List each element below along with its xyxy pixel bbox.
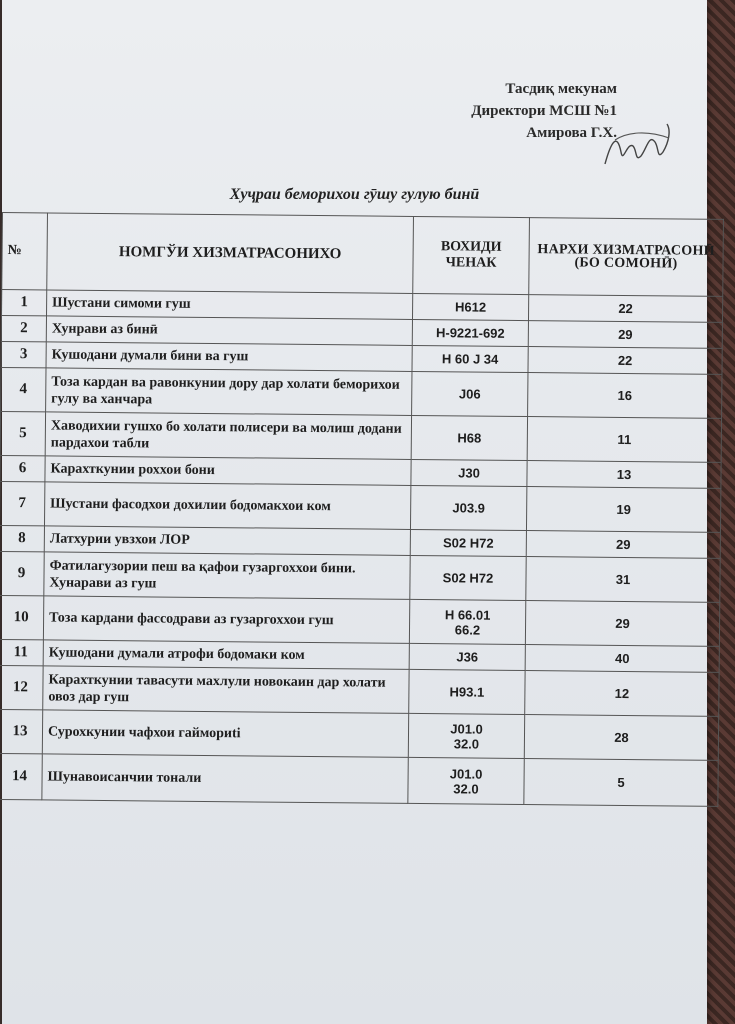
unit-code-line: J01.0 [450,720,483,737]
service-name: Шустани фасодхои дохилии бодомакхои ком [44,482,410,530]
row-number: 11 [0,639,43,665]
table-row [0,709,719,760]
document-page [2,0,715,1024]
service-price: 31 [526,557,720,603]
service-name: Шустани симоми гуш [47,290,413,320]
unit-code-line: Н68 [457,430,482,446]
unit-code [410,529,526,556]
approval-block [471,78,617,144]
unit-code-line: J06 [458,386,481,402]
unit-code [412,345,528,372]
unit-code-line: 32.0 [453,780,479,797]
service-price: 16 [528,373,722,419]
table-row [0,665,719,716]
row-number: 4 [1,367,46,411]
unit-code-line: S02 H72 [442,535,494,551]
row-number: 5 [0,411,45,455]
unit-code-line: 66.2 [454,621,481,638]
unit-code-line: S02 H72 [442,570,494,586]
service-name: Тоза кардани фассодрави аз гузаргоххои гуш [43,596,409,644]
row-number: 1 [2,290,47,316]
service-name: Хунрави аз бинӣ [46,316,412,346]
table-header-row [2,213,724,297]
service-price: 40 [525,645,719,673]
header-num: № [2,213,48,290]
service-price: 29 [526,531,720,559]
unit-code-line: Н 60 J 34 [441,351,499,367]
service-price: 22 [528,347,722,375]
service-price: 28 [524,715,718,761]
row-number: 14 [0,753,42,799]
unit-code-line: H93.1 [449,684,485,700]
unit-code [412,319,528,346]
unit-code-line: H 66.01 [444,606,491,623]
unit-code [411,415,527,460]
signature-icon [597,112,687,182]
unit-code-line: 32.0 [453,735,480,752]
page-title: Хуҷраи беморихои гӯшу гулую бинӣ [229,186,480,203]
table-row [0,411,721,462]
service-price: 13 [527,461,721,489]
table-row [1,367,722,418]
row-number: 10 [0,595,44,639]
service-price: 22 [528,295,722,323]
row-number: 6 [0,455,45,481]
unit-code [409,599,525,644]
service-name: Карахткунии тавасути махлули новокаин дар холати овоз дар гуш [43,666,409,714]
unit-code-line: Н612 [454,299,487,315]
service-price: 5 [524,759,718,807]
header-code: ВОХИДИ ЧЕНАК [413,216,530,294]
services-table [0,212,724,807]
unit-code-line: J30 [458,465,480,481]
row-number: 7 [0,481,45,525]
row-number: 8 [0,525,44,551]
unit-code [409,643,525,670]
service-price: 29 [525,601,719,647]
unit-code [412,293,528,320]
header-price: НАРХИ ХИЗМАТРАСОНӢ (БО СОМОНӢ) [529,218,724,297]
table-row [0,551,720,602]
row-number: 13 [0,709,43,753]
unit-code [410,485,526,530]
service-name: Хаводихии гушхо бо холати полисери ва молиш додани пардахои табли [45,412,411,460]
service-price: 19 [526,487,720,533]
unit-code [409,669,525,714]
row-number: 2 [1,316,46,342]
unit-code-line: J03.9 [452,500,486,516]
unit-code [412,371,528,416]
unit-code-line: Н-9221-692 [435,325,505,341]
service-name: Кушодани думали атрофи бодомаки ком [43,640,409,670]
table-row [0,595,720,646]
approval-line-3: Амирова Г.Х. [526,125,617,141]
row-number: 12 [0,665,43,709]
service-name: Тоза кардан ва равонкунии дору дар холати беморихои гулу ва ханчара [46,368,412,416]
table-row [0,481,721,532]
service-name: Кушодани думали бини ва гуш [46,342,412,372]
row-number: 9 [0,551,44,595]
service-name: Латхурии увзхои ЛОР [44,526,410,556]
approval-line-1: Тасдиқ мекунам [505,81,617,97]
service-name: Карахткунии роххои бони [45,456,411,486]
service-price: 11 [527,417,721,463]
service-name: Сурохкунии чафхои гаймориti [42,710,408,758]
unit-code-line: J36 [456,649,479,665]
service-name: Фатилагузории пеш ва қафои гузаргоххои бини. Хунарави аз гуш [44,552,410,600]
unit-code [408,713,524,758]
unit-code [410,555,526,600]
table-row [0,753,718,806]
table-body [0,290,723,807]
approval-line-2: Директори МСШ №1 [471,103,617,119]
unit-code [411,459,527,486]
service-name: Шунавоисанчии тонали [42,754,408,804]
unit-code [408,757,524,804]
row-number: 3 [1,341,46,367]
unit-code-line: J01.0 [449,765,483,782]
service-price: 12 [525,671,719,717]
header-name: НОМГЎИ ХИЗМАТРАСОНИХО [47,213,414,294]
service-price: 29 [528,321,722,349]
